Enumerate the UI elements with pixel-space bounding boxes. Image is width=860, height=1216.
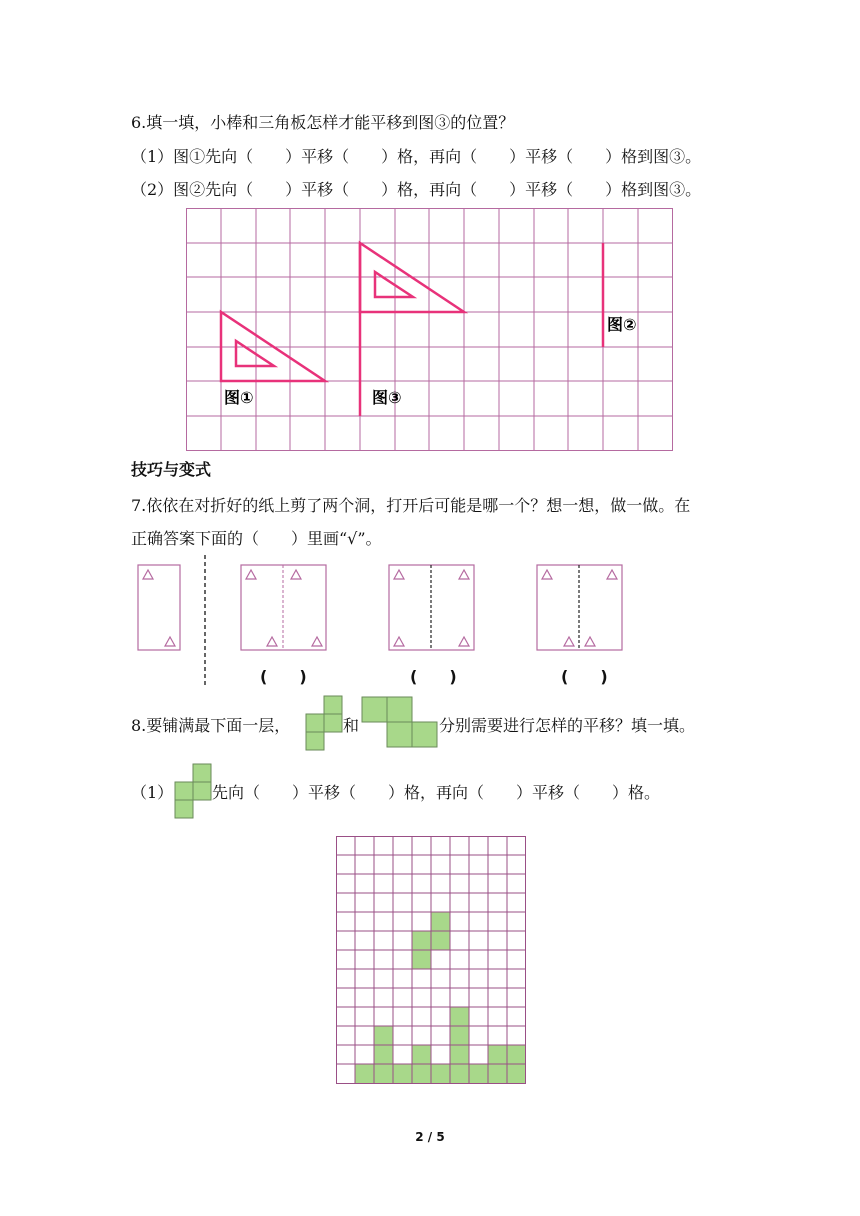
page-number: 2 / 5: [415, 1130, 445, 1144]
section-title: 技巧与变式: [131, 460, 212, 479]
label-fig1: 图①: [224, 388, 254, 407]
q8-prefix: 8.要铺满最下面一层，: [131, 716, 291, 735]
label-fig2: 图②: [607, 315, 637, 334]
choice-a-bracket[interactable]: ( ): [260, 667, 307, 686]
q7-line2: 正确答案下面的（ ）里画“√”。: [131, 529, 382, 548]
s-tetromino-shape: [305, 696, 343, 752]
q7-paper-figures: [130, 555, 630, 687]
q8-sub1-num: （1）: [131, 783, 174, 802]
q8-and: 和: [343, 716, 360, 735]
q6-title: 6.填一填，小棒和三角板怎样才能平移到图③的位置？: [131, 113, 515, 132]
q8-sub1-text: 先向（ ）平移（ ）格，再向（ ）平移（ ）格。: [212, 783, 661, 802]
choice-c-bracket[interactable]: ( ): [561, 667, 608, 686]
q6-line2: （2）图②先向（ ）平移（ ）格，再向（ ）平移（ ）格到图③。: [131, 180, 702, 199]
choice-b-bracket[interactable]: ( ): [410, 667, 457, 686]
l-pentomino-shape: [361, 696, 439, 750]
q8-tiling-grid: [336, 836, 526, 1084]
q6-line1: （1）图①先向（ ）平移（ ）格，再向（ ）平移（ ）格到图③。: [131, 147, 702, 166]
q6-grid-figure: [186, 208, 673, 452]
s-tetromino-small: [174, 764, 212, 820]
q8-suffix: 分别需要进行怎样的平移？填一填。: [439, 716, 696, 735]
q7-line1: 7.依依在对折好的纸上剪了两个洞，打开后可能是哪一个？想一想，做一做。在: [131, 496, 691, 515]
label-fig3: 图③: [372, 388, 402, 407]
